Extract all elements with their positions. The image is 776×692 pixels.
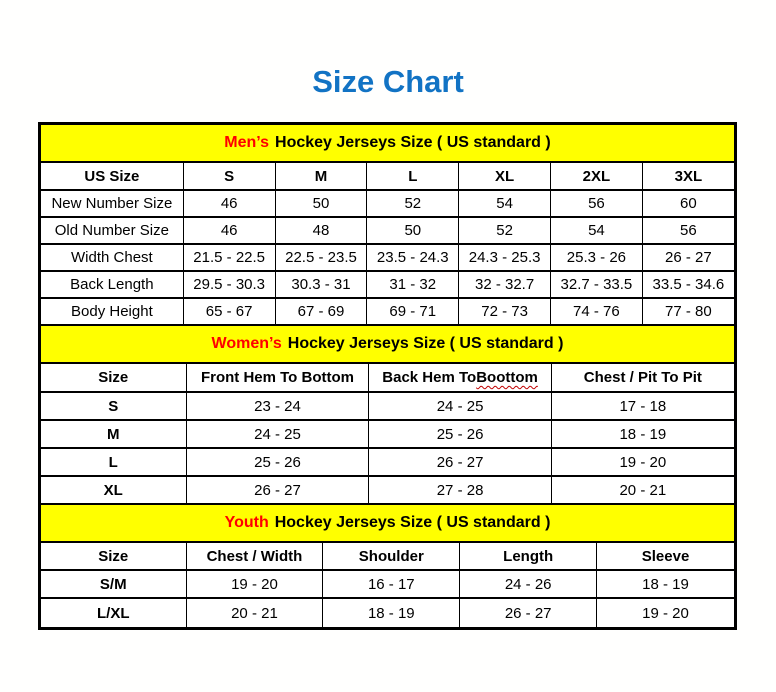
cell-value: 46 <box>184 218 276 243</box>
table-row <box>41 393 734 421</box>
cell-value: 25.3 - 26 <box>551 245 643 270</box>
column-header: M <box>276 163 368 189</box>
section-heading-womens <box>41 326 734 364</box>
column-header: Size <box>41 543 187 569</box>
cell-value: 50 <box>367 218 459 243</box>
column-header: S <box>184 163 276 189</box>
cell-value: 30.3 - 31 <box>276 272 368 297</box>
table-row <box>41 449 734 477</box>
cell-value: 26 - 27 <box>460 599 597 627</box>
row-label: L <box>41 449 187 475</box>
cell-value: 27 - 28 <box>369 477 551 503</box>
cell-value: 31 - 32 <box>367 272 459 297</box>
section-heading-highlight: Women’s <box>211 335 282 352</box>
column-header: Sleeve <box>641 547 690 565</box>
column-header: Size <box>41 364 187 391</box>
column-header-row-mens <box>41 163 734 191</box>
row-label: S/M <box>41 571 187 597</box>
cell-value: 46 <box>184 191 276 216</box>
table-row <box>41 299 734 326</box>
row-label: S <box>41 393 187 419</box>
table-row <box>41 218 734 245</box>
table-row <box>41 477 734 505</box>
cell-value: 26 - 27 <box>665 249 712 266</box>
cell-value: 20 - 21 <box>187 599 324 627</box>
cell-value: 26 - 27 <box>369 449 551 475</box>
section-heading-mens <box>41 125 734 163</box>
table-row <box>41 421 734 449</box>
cell-value: 17 - 18 <box>619 397 667 415</box>
cell-value: 23 - 24 <box>187 393 370 419</box>
cell-value: 22.5 - 23.5 <box>276 245 368 270</box>
row-label: New Number Size <box>41 191 184 216</box>
column-header-row-youth <box>41 543 734 571</box>
cell-value: 19 - 20 <box>642 604 689 622</box>
cell-value: 21.5 - 22.5 <box>184 245 276 270</box>
misspelled-word: Boottom <box>476 369 538 386</box>
column-header: Shoulder <box>323 543 460 569</box>
section-heading-youth <box>41 505 734 543</box>
cell-value: 60 <box>680 195 697 212</box>
cell-value: 52 <box>367 191 459 216</box>
cell-value: 24.3 - 25.3 <box>459 245 551 270</box>
cell-value: 56 <box>680 222 697 239</box>
cell-value: 25 - 26 <box>187 449 370 475</box>
cell-value: 32.7 - 33.5 <box>551 272 643 297</box>
cell-value: 25 - 26 <box>369 421 551 447</box>
cell-value: 74 - 76 <box>551 299 643 324</box>
cell-value: 24 - 26 <box>460 571 597 597</box>
column-header: Length <box>460 543 597 569</box>
column-header: XL <box>459 163 551 189</box>
row-label: L/XL <box>41 599 187 627</box>
row-label: Body Height <box>41 299 184 324</box>
row-label: Width Chest <box>41 245 184 270</box>
cell-value: 33.5 - 34.6 <box>652 276 725 293</box>
column-header: Chest / Pit To Pit <box>583 369 702 386</box>
cell-value: 54 <box>551 218 643 243</box>
column-header: Chest / Width <box>187 543 324 569</box>
row-label: Old Number Size <box>41 218 184 243</box>
section-heading-highlight: Youth <box>224 514 269 531</box>
column-header: 2XL <box>551 163 643 189</box>
cell-value: 56 <box>551 191 643 216</box>
column-header <box>369 364 551 391</box>
cell-value: 32 - 32.7 <box>459 272 551 297</box>
row-label: M <box>41 421 187 447</box>
cell-value: 72 - 73 <box>459 299 551 324</box>
section-heading-text: Hockey Jerseys Size ( US standard ) <box>287 335 564 352</box>
table-row <box>41 191 734 218</box>
column-header-row-womens <box>41 364 734 393</box>
cell-value: 50 <box>276 191 368 216</box>
column-header-text: Back Hem To <box>382 369 477 386</box>
table-row <box>41 571 734 599</box>
column-header: Front Hem To Bottom <box>187 364 370 391</box>
row-label: XL <box>41 477 187 503</box>
cell-value: 77 - 80 <box>665 303 712 320</box>
cell-value: 19 - 20 <box>619 453 667 471</box>
cell-value: 23.5 - 24.3 <box>367 245 459 270</box>
cell-value: 24 - 25 <box>369 393 551 419</box>
table-row <box>41 272 734 299</box>
cell-value: 20 - 21 <box>619 481 667 499</box>
cell-value: 52 <box>459 218 551 243</box>
cell-value: 65 - 67 <box>184 299 276 324</box>
section-heading-highlight: Men’s <box>224 134 270 151</box>
column-header: US Size <box>41 163 184 189</box>
cell-value: 18 - 19 <box>619 425 667 443</box>
row-label: Back Length <box>41 272 184 297</box>
table-row <box>41 245 734 272</box>
cell-value: 18 - 19 <box>642 575 689 593</box>
page-title: Size Chart <box>312 64 464 99</box>
cell-value: 24 - 25 <box>187 421 370 447</box>
size-chart-table <box>38 122 737 630</box>
cell-value: 69 - 71 <box>367 299 459 324</box>
cell-value: 19 - 20 <box>187 571 324 597</box>
section-heading-text: Hockey Jerseys Size ( US standard ) <box>275 134 551 151</box>
cell-value: 16 - 17 <box>323 571 460 597</box>
cell-value: 29.5 - 30.3 <box>184 272 276 297</box>
cell-value: 26 - 27 <box>187 477 370 503</box>
section-heading-text: Hockey Jerseys Size ( US standard ) <box>274 514 551 531</box>
cell-value: 18 - 19 <box>323 599 460 627</box>
cell-value: 67 - 69 <box>276 299 368 324</box>
cell-value: 54 <box>459 191 551 216</box>
column-header: 3XL <box>674 167 703 185</box>
table-row <box>41 599 734 627</box>
column-header: L <box>367 163 459 189</box>
cell-value: 48 <box>276 218 368 243</box>
